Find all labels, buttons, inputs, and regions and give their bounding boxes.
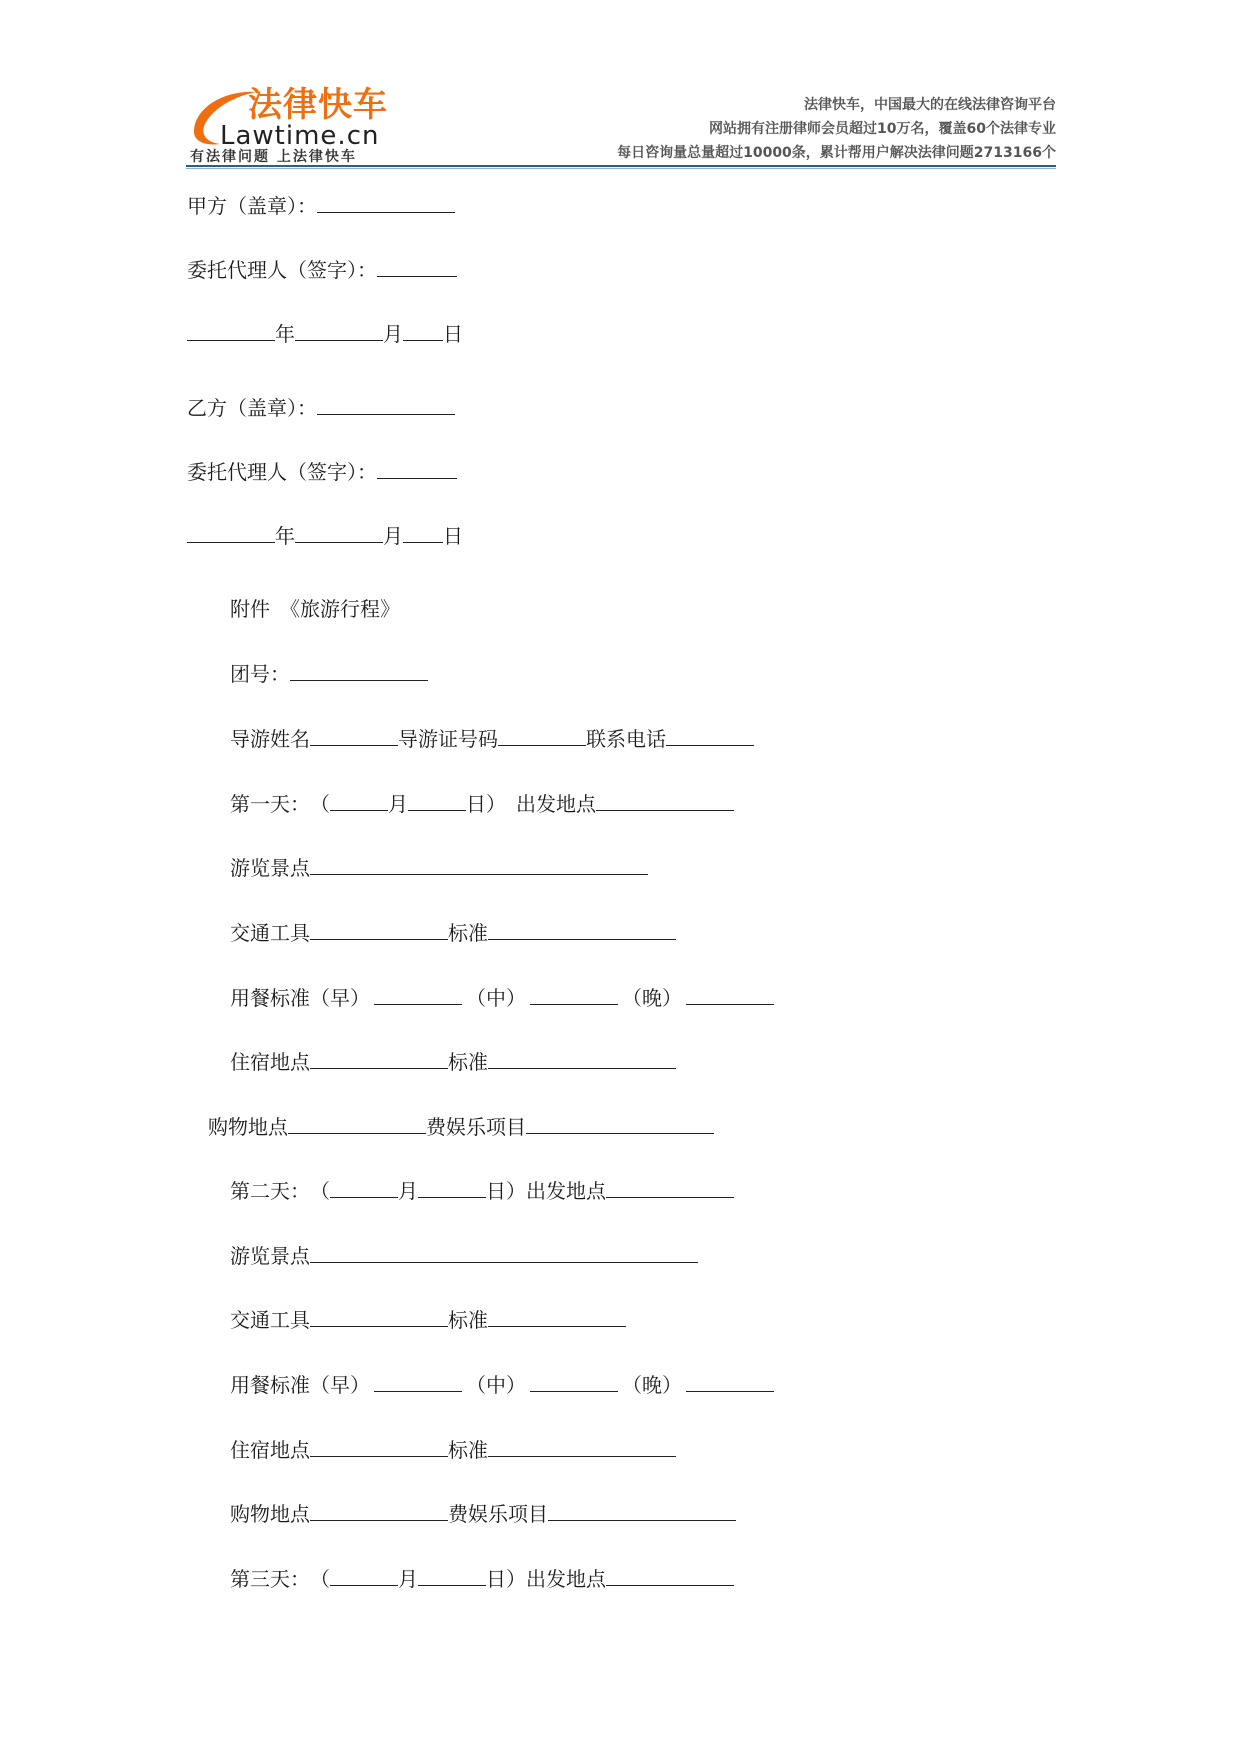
group-number-label: 团号： xyxy=(230,662,290,686)
day-close-label: 日） xyxy=(486,1179,526,1203)
day1-label: 第一天： （ xyxy=(230,792,330,816)
guide-name-blank[interactable] xyxy=(310,725,398,746)
day2-entertainment-blank[interactable] xyxy=(548,1500,736,1521)
header-divider xyxy=(186,165,1056,167)
party-b-seal-blank[interactable] xyxy=(317,394,455,415)
day1-breakfast-blank[interactable] xyxy=(374,984,462,1005)
standard-label: 标准 xyxy=(448,1308,488,1332)
group-number-line xyxy=(230,660,428,687)
day2-shopping-line xyxy=(230,1500,736,1527)
party-a-date-line xyxy=(187,320,463,347)
month-label: 月 xyxy=(398,1567,418,1591)
month-label: 月 xyxy=(383,322,403,346)
party-a-agent-label: 委托代理人（签字）： xyxy=(187,258,377,282)
day1-dinner-blank[interactable] xyxy=(686,984,774,1005)
standard-label: 标准 xyxy=(448,921,488,945)
day2-sights-line xyxy=(230,1242,698,1269)
party-b-agent-blank[interactable] xyxy=(377,458,457,479)
day-close-label: 日） xyxy=(486,1567,526,1591)
party-b-agent-line xyxy=(187,458,457,485)
day1-transport-blank[interactable] xyxy=(310,919,448,940)
day1-meal-line xyxy=(230,984,774,1011)
party-b-day-blank[interactable] xyxy=(403,522,443,543)
month-label: 月 xyxy=(383,524,403,548)
day1-lunch-blank[interactable] xyxy=(530,984,618,1005)
day2-transport-blank[interactable] xyxy=(310,1306,448,1327)
party-a-seal-blank[interactable] xyxy=(317,192,455,213)
party-a-seal-line xyxy=(187,192,455,219)
guide-cert-blank[interactable] xyxy=(498,725,586,746)
day-label: 日 xyxy=(443,524,463,548)
phone-label: 联系电话 xyxy=(586,727,666,751)
day1-sights-blank[interactable] xyxy=(310,854,648,875)
lodging-label: 住宿地点 xyxy=(230,1050,310,1074)
shopping-label: 购物地点 xyxy=(208,1115,288,1139)
day3-day-blank[interactable] xyxy=(418,1565,486,1586)
sights-label: 游览景点 xyxy=(230,856,310,880)
entertainment-label: 费娱乐项目 xyxy=(448,1502,548,1526)
day1-transport-line xyxy=(230,919,676,946)
day3-month-blank[interactable] xyxy=(330,1565,398,1586)
day1-lodging-blank[interactable] xyxy=(310,1048,448,1069)
party-a-year-blank[interactable] xyxy=(187,320,275,341)
day2-depart-blank[interactable] xyxy=(606,1177,734,1198)
sights-label: 游览景点 xyxy=(230,1244,310,1268)
day2-month-blank[interactable] xyxy=(330,1177,398,1198)
group-number-blank[interactable] xyxy=(290,660,428,681)
party-b-date-line xyxy=(187,522,463,549)
day3-depart-blank[interactable] xyxy=(606,1565,734,1586)
guide-cert-label: 导游证号码 xyxy=(398,727,498,751)
year-label: 年 xyxy=(275,524,295,548)
day3-header-line xyxy=(230,1565,734,1592)
day2-lodging-blank[interactable] xyxy=(310,1436,448,1457)
day2-dinner-blank[interactable] xyxy=(686,1371,774,1392)
transport-label: 交通工具 xyxy=(230,921,310,945)
year-label: 年 xyxy=(275,322,295,346)
lawtime-logo xyxy=(186,84,426,170)
month-label: 月 xyxy=(388,792,408,816)
day1-shopping-blank[interactable] xyxy=(288,1113,426,1134)
guide-name-label: 导游姓名 xyxy=(230,727,310,751)
day2-transport-standard-blank[interactable] xyxy=(488,1306,626,1327)
phone-blank[interactable] xyxy=(666,725,754,746)
meal-breakfast-label: 用餐标准（早） xyxy=(230,1373,370,1397)
day1-depart-label: 日） 出发地点 xyxy=(466,792,596,816)
day3-label: 第三天： （ xyxy=(230,1567,330,1591)
day2-header-line xyxy=(230,1177,734,1204)
party-b-year-blank[interactable] xyxy=(187,522,275,543)
day2-transport-line xyxy=(230,1306,626,1333)
guide-info-line xyxy=(230,725,754,752)
page-header xyxy=(186,84,1056,174)
meal-dinner-label: （晚） xyxy=(622,1373,682,1397)
party-a-day-blank[interactable] xyxy=(403,320,443,341)
day-label: 日 xyxy=(443,322,463,346)
shopping-label: 购物地点 xyxy=(230,1502,310,1526)
meal-breakfast-label: 用餐标准（早） xyxy=(230,986,370,1010)
meal-lunch-label: （中） xyxy=(466,986,526,1010)
day1-lodging-line xyxy=(230,1048,676,1075)
day1-day-blank[interactable] xyxy=(408,790,466,811)
day1-depart-blank[interactable] xyxy=(596,790,734,811)
day1-month-blank[interactable] xyxy=(330,790,388,811)
party-a-agent-line xyxy=(187,256,457,283)
lodging-label: 住宿地点 xyxy=(230,1438,310,1462)
depart-label: 出发地点 xyxy=(526,1567,606,1591)
header-divider-light xyxy=(186,168,1056,169)
day1-entertainment-blank[interactable] xyxy=(526,1113,714,1134)
logo-english-text: Lawtime.cn xyxy=(220,121,380,151)
day2-label: 第二天： （ xyxy=(230,1179,330,1203)
day1-shopping-line xyxy=(208,1113,714,1140)
day2-day-blank[interactable] xyxy=(418,1177,486,1198)
party-a-label: 甲方（盖章）： xyxy=(187,194,317,218)
day1-lodging-standard-blank[interactable] xyxy=(488,1048,676,1069)
day2-lunch-blank[interactable] xyxy=(530,1371,618,1392)
day1-header-line xyxy=(230,790,734,817)
standard-label: 标准 xyxy=(448,1438,488,1462)
day2-sights-blank[interactable] xyxy=(310,1242,698,1263)
depart-label: 出发地点 xyxy=(526,1179,606,1203)
day2-meal-line xyxy=(230,1371,774,1398)
logo-chinese-text: 法律快车 xyxy=(248,85,388,125)
party-b-agent-label: 委托代理人（签字）： xyxy=(187,460,377,484)
party-b-seal-line xyxy=(187,394,455,421)
day2-lodging-standard-blank[interactable] xyxy=(488,1436,676,1457)
tagline-2: 网站拥有注册律师会员超过10万名，覆盖60个法律专业 xyxy=(709,121,1056,137)
party-a-agent-blank[interactable] xyxy=(377,256,457,277)
meal-lunch-label: （中） xyxy=(466,1373,526,1397)
attachment-title: 附件 《旅游行程》 xyxy=(230,597,400,621)
party-a-month-blank[interactable] xyxy=(295,320,383,341)
meal-dinner-label: （晚） xyxy=(622,986,682,1010)
standard-label: 标准 xyxy=(448,1050,488,1074)
day1-transport-standard-blank[interactable] xyxy=(488,919,676,940)
party-b-month-blank[interactable] xyxy=(295,522,383,543)
tagline-1: 法律快车，中国最大的在线法律咨询平台 xyxy=(804,97,1056,113)
day1-sights-line xyxy=(230,854,648,881)
month-label: 月 xyxy=(398,1179,418,1203)
logo-slogan: 有法律问题 上法律快车 xyxy=(190,149,357,165)
party-b-label: 乙方（盖章）： xyxy=(187,396,317,420)
transport-label: 交通工具 xyxy=(230,1308,310,1332)
tagline-3: 每日咨询量总量超过10000条，累计帮用户解决法律问题2713166个 xyxy=(617,145,1056,161)
day2-breakfast-blank[interactable] xyxy=(374,1371,462,1392)
entertainment-label: 费娱乐项目 xyxy=(426,1115,526,1139)
day2-lodging-line xyxy=(230,1436,676,1463)
day2-shopping-blank[interactable] xyxy=(310,1500,448,1521)
